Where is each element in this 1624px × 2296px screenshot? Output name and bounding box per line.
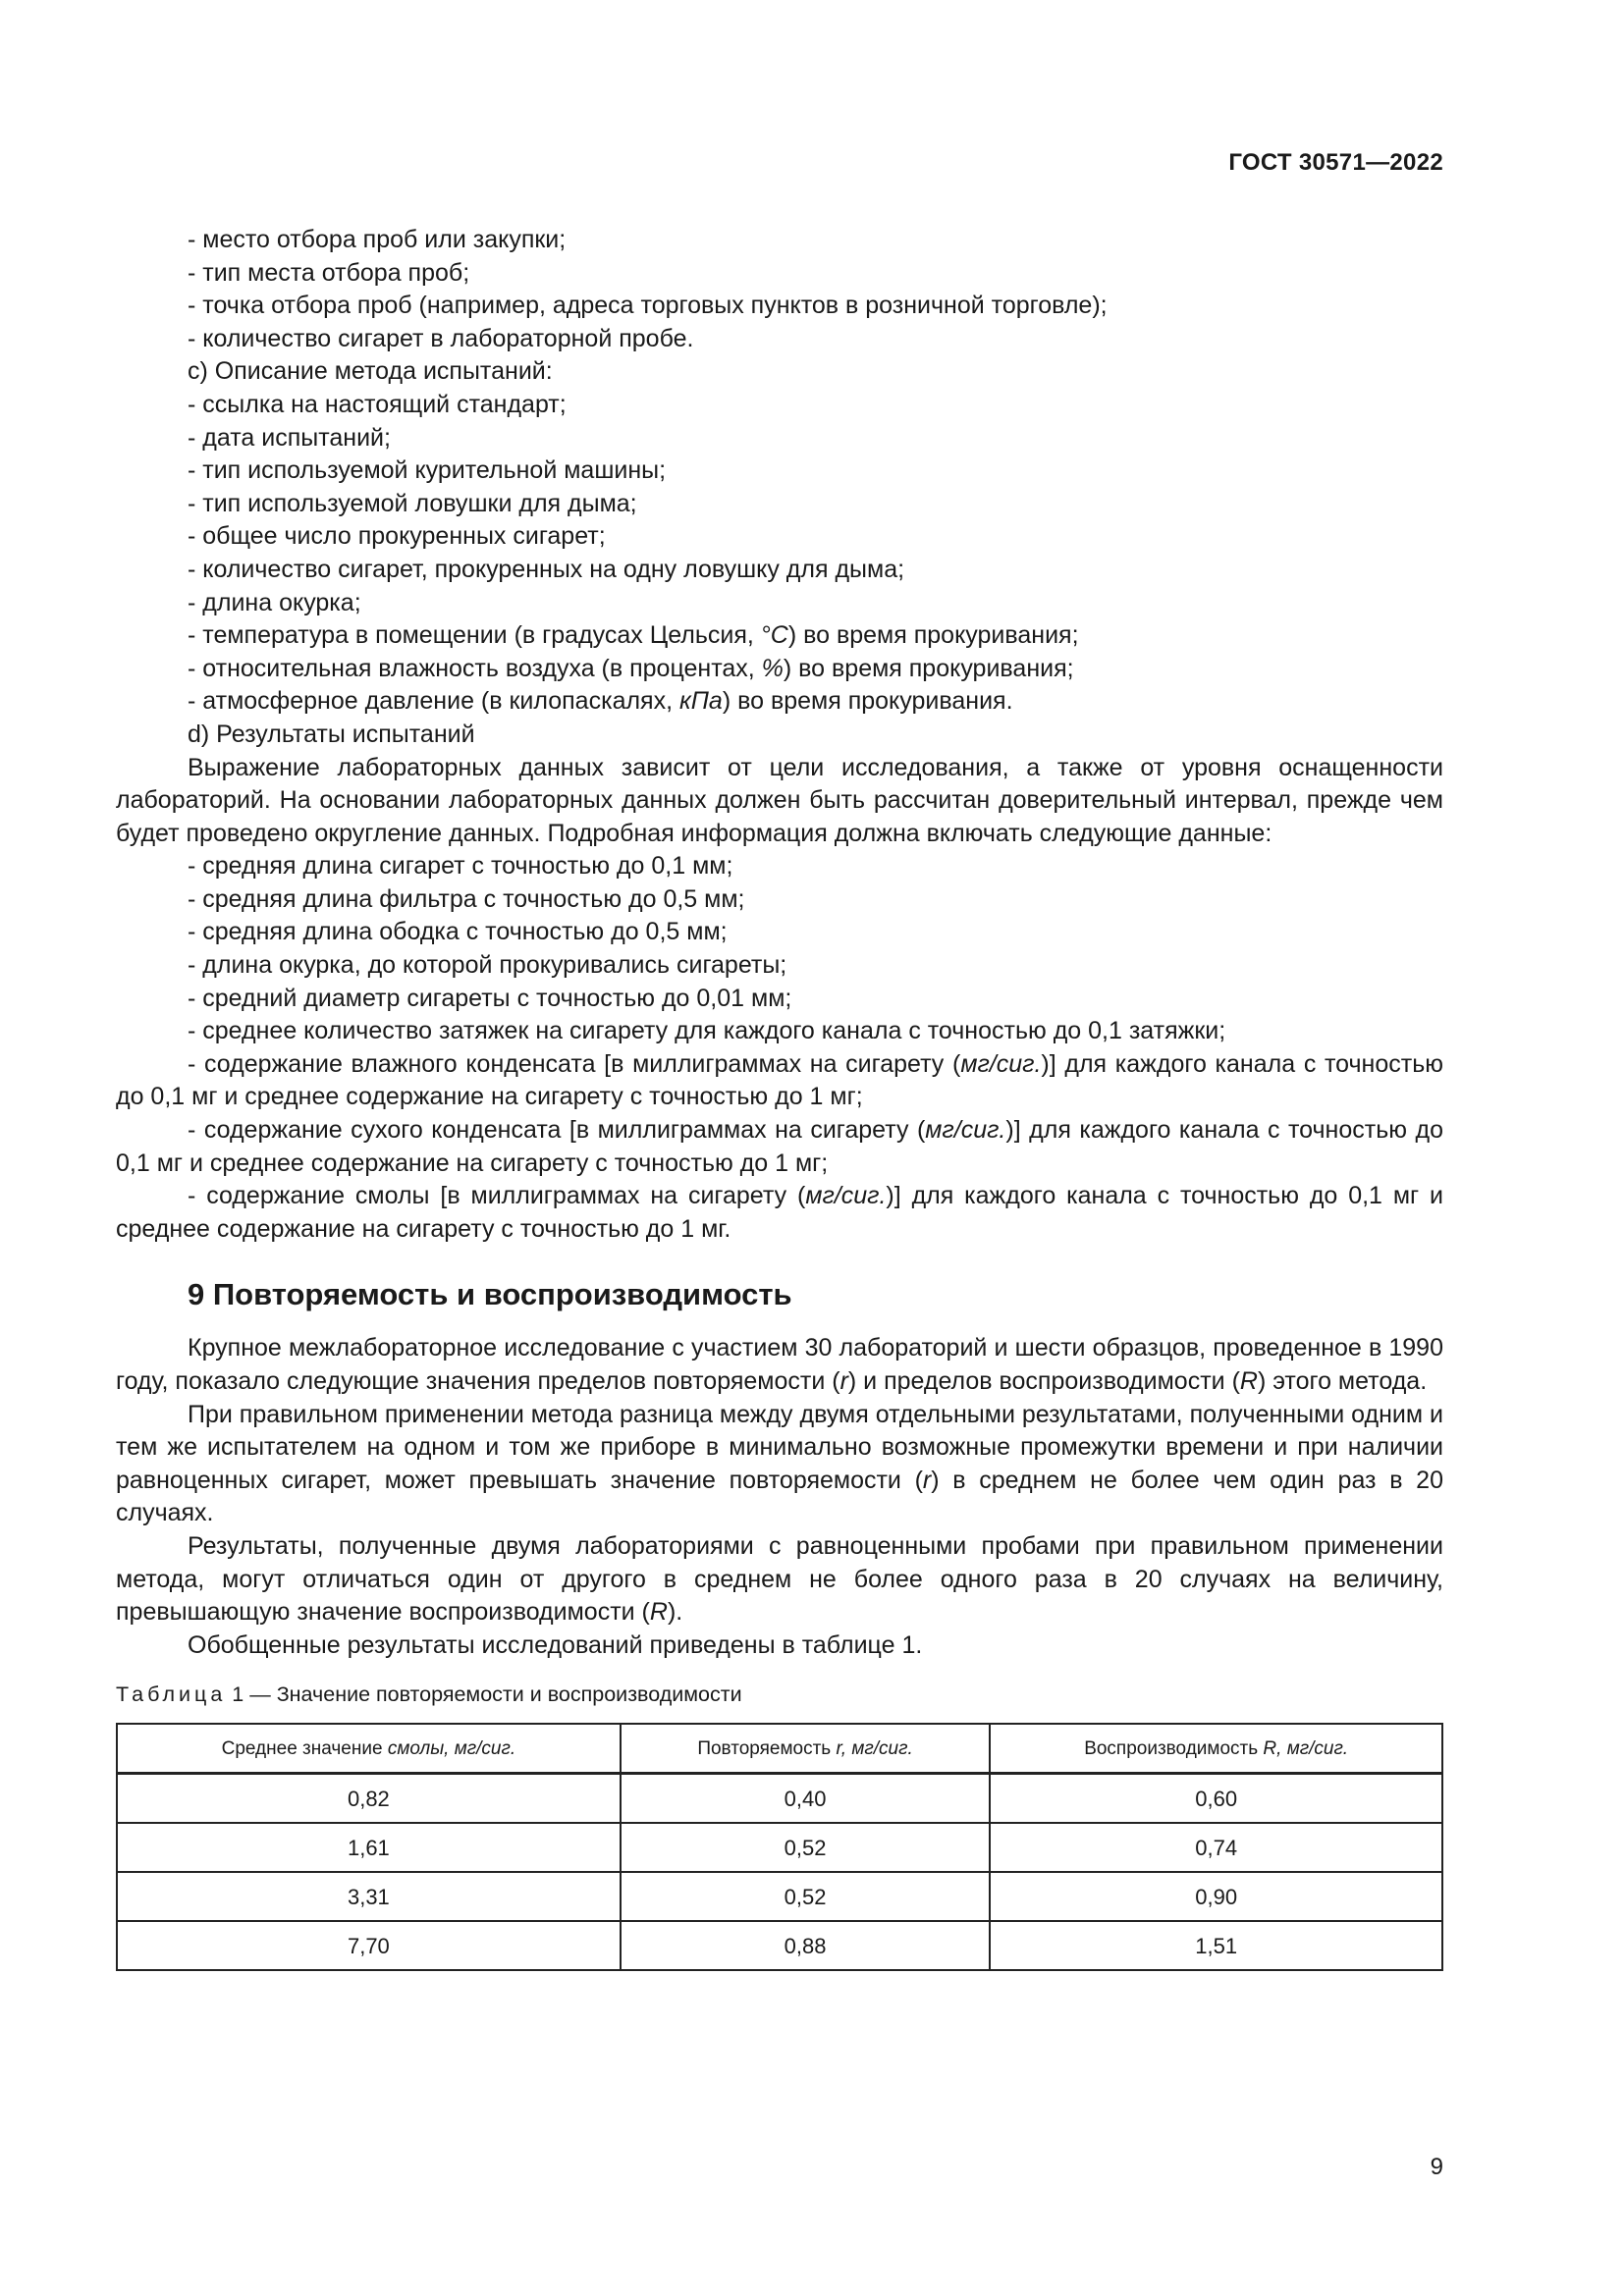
list-item: - место отбора проб или закупки; bbox=[188, 226, 567, 253]
table-cell: 0,60 bbox=[990, 1774, 1442, 1824]
table-cell: 1,51 bbox=[990, 1921, 1442, 1970]
table-cell: 1,61 bbox=[117, 1823, 621, 1872]
table-cell: 7,70 bbox=[117, 1921, 621, 1970]
column-header: Повторяемость r, мг/сиг. bbox=[621, 1724, 991, 1774]
list-item: - средняя длина сигарет с точностью до 0,1 мм; bbox=[188, 852, 733, 881]
list-item: - средний диаметр сигареты с точностью до 0,01 мм; bbox=[188, 984, 792, 1012]
table-row bbox=[117, 1774, 1442, 1824]
list-item-dry-condensate: - содержание сухого конденсата [в миллиграммах на сигарету (мг/сиг.)] для каждого канала с точностью до 0,1 мг и среднее содержание на сигарету с точностью до 1 мг; bbox=[116, 1116, 1443, 1177]
page-content bbox=[116, 224, 1443, 1971]
list-item: - количество сигарет, прокуренных на одну ловушку для дыма; bbox=[188, 555, 905, 583]
list-item: - количество сигарет в лабораторной пробе. bbox=[188, 324, 694, 352]
table-cell: 3,31 bbox=[117, 1872, 621, 1921]
list-item-temperature: - температура в помещении (в градусах Цельсия, °С) во время прокуривания; bbox=[188, 621, 1079, 650]
paragraph: При правильном применении метода разница между двумя отдельными результатами, полученными одним и тем же испытателем на одном и том же приборе в минимально возможные промежутки времени и при наличии равноценных сигарет, может превышать значение повторяемости (r) в среднем не более чем один раз в 20 случаях. bbox=[116, 1400, 1443, 1527]
paragraph: Обобщенные результаты исследований приведены в таблице 1. bbox=[188, 1630, 923, 1659]
paragraph: Выражение лабораторных данных зависит от цели исследования, а также от уровня оснащенности лабораторий. На основании лабораторных данных должен быть рассчитан доверительный интервал, прежде чем будет проведено округление данных. Подробная информация должна включать следующие данные: bbox=[116, 753, 1443, 847]
list-item: - тип места отбора проб; bbox=[188, 258, 470, 287]
list-item: - длина окурка; bbox=[188, 588, 361, 616]
list-item: - ссылка на настоящий стандарт; bbox=[188, 390, 567, 418]
section-heading: 9 Повторяемость и воспроизводимость bbox=[188, 1277, 792, 1312]
table-cell: 0,88 bbox=[621, 1921, 991, 1970]
subsection-heading: d) Результаты испытаний bbox=[188, 720, 475, 748]
table-row bbox=[117, 1921, 1442, 1970]
table-cell: 0,52 bbox=[621, 1823, 991, 1872]
table-cell: 0,40 bbox=[621, 1774, 991, 1824]
page-number: 9 bbox=[1430, 2154, 1443, 2180]
column-header: Среднее значение смолы, мг/сиг. bbox=[117, 1724, 621, 1774]
list-item: - тип используемой ловушки для дыма; bbox=[188, 489, 637, 517]
list-item: - длина окурка, до которой прокуривались сигареты; bbox=[188, 951, 787, 980]
results-table bbox=[116, 1723, 1443, 1971]
paragraph: Результаты, полученные двумя лабораториями с равноценными пробами при правильном применении метода, могут отличаться один от другого в среднем не более одного раза в 20 случаях на величину, превышающую значение воспроизводимости (R). bbox=[116, 1531, 1443, 1627]
list-item-humidity: - относительная влажность воздуха (в процентах, %) во время прокуривания; bbox=[188, 654, 1074, 682]
table-cell: 0,90 bbox=[990, 1872, 1442, 1921]
list-item: - точка отбора проб (например, адреса торговых пунктов в розничной торговле); bbox=[188, 292, 1108, 320]
list-item: - средняя длина ободка с точностью до 0,5 мм; bbox=[188, 918, 728, 946]
list-item-pressure: - атмосферное давление (в килопаскалях, кПа) во время прокуривания. bbox=[188, 687, 1013, 716]
paragraph: Крупное межлабораторное исследование с участием 30 лабораторий и шести образцов, проведенное в 1990 году, показало следующие значения пределов повторяемости (r) и пределов воспроизводимости (R) этого метода. bbox=[116, 1334, 1443, 1395]
list-item-tar: - содержание смолы [в миллиграммах на сигарету (мг/сиг.)] для каждого канала с точностью до 0,1 мг и среднее содержание на сигарету с точностью до 1 мг. bbox=[116, 1182, 1443, 1243]
table-cell: 0,74 bbox=[990, 1823, 1442, 1872]
table-header-row bbox=[117, 1724, 1442, 1774]
table-cell: 0,82 bbox=[117, 1774, 621, 1824]
subsection-heading: с) Описание метода испытаний: bbox=[188, 357, 553, 386]
list-item-wet-condensate: - содержание влажного конденсата [в миллиграммах на сигарету (мг/сиг.)] для каждого канала с точностью до 0,1 мг и среднее содержание на сигарету с точностью до 1 мг; bbox=[116, 1049, 1443, 1111]
table-caption: Таблица 1 — Значение повторяемости и воспроизводимости bbox=[116, 1682, 742, 1707]
column-header: Воспроизводимость R, мг/сиг. bbox=[990, 1724, 1442, 1774]
document-header: ГОСТ 30571—2022 bbox=[1228, 149, 1443, 176]
list-item: - тип используемой курительной машины; bbox=[188, 456, 667, 485]
list-item: - среднее количество затяжек на сигарету для каждого канала с точностью до 0,1 затяжки; bbox=[188, 1017, 1226, 1045]
table-row bbox=[117, 1872, 1442, 1921]
list-item: - дата испытаний; bbox=[188, 423, 391, 452]
list-item: - общее число прокуренных сигарет; bbox=[188, 522, 606, 551]
table-cell: 0,52 bbox=[621, 1872, 991, 1921]
table-row bbox=[117, 1823, 1442, 1872]
list-item: - средняя длина фильтра с точностью до 0,5 мм; bbox=[188, 884, 745, 913]
